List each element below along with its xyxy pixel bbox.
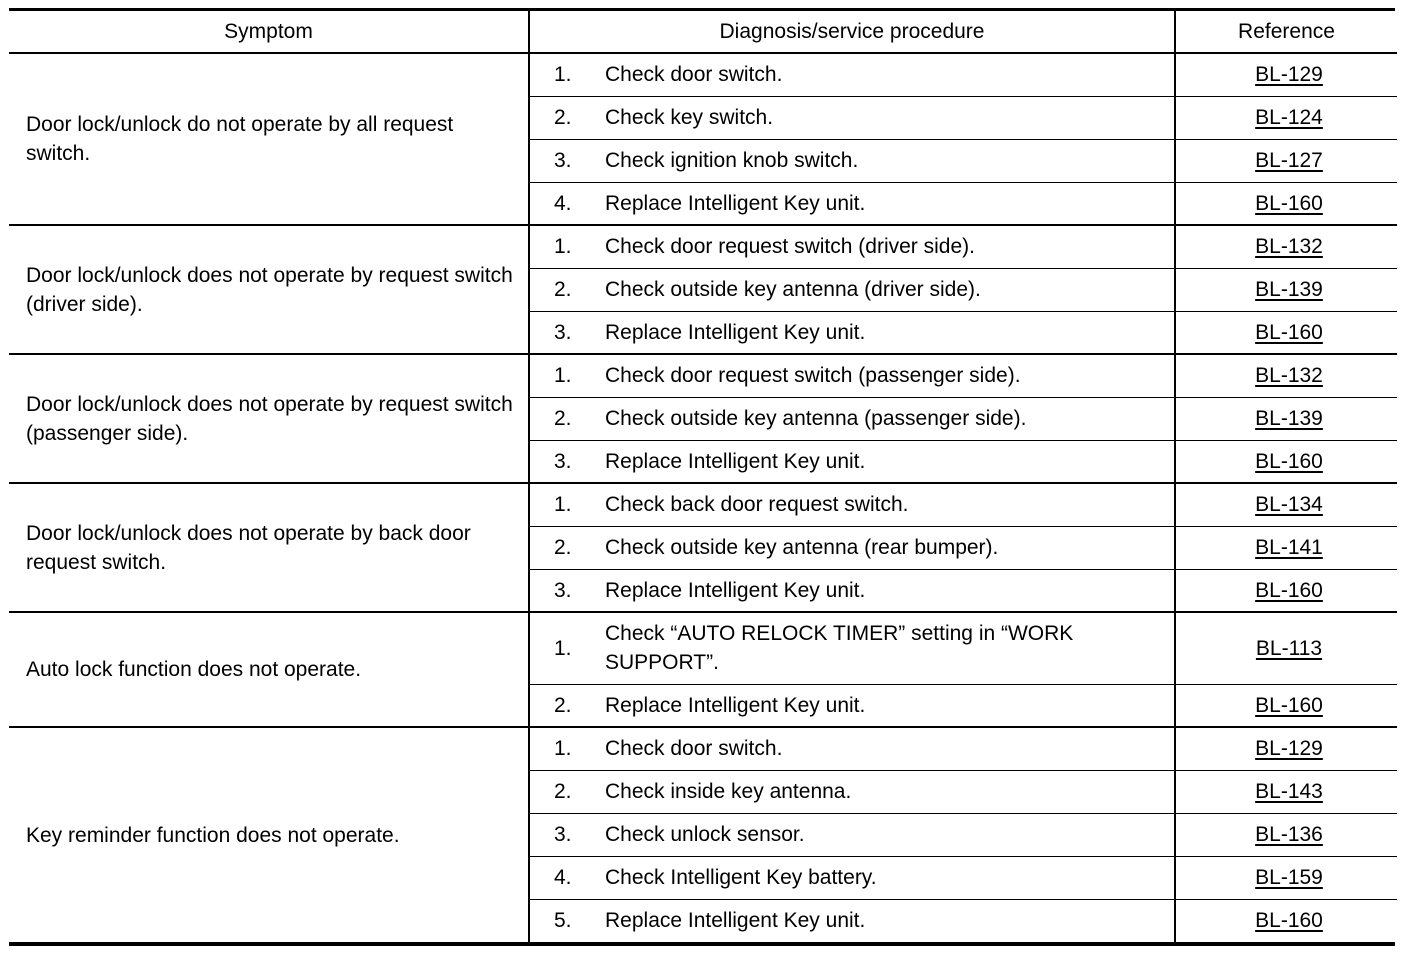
table-row xyxy=(9,727,1397,770)
reference-link[interactable]: BL-143 xyxy=(1255,780,1323,803)
step-number: 5. xyxy=(554,909,572,933)
step-text: Check door switch. xyxy=(605,63,783,87)
table-row xyxy=(9,53,1397,96)
bottom-rule xyxy=(9,942,1395,946)
reference-cell xyxy=(1175,354,1397,397)
reference-link[interactable]: BL-132 xyxy=(1255,235,1323,259)
reference-link[interactable]: BL-136 xyxy=(1255,823,1323,846)
header-reference: Reference xyxy=(1175,11,1397,53)
table-body xyxy=(9,53,1397,942)
procedure-step xyxy=(530,490,1174,519)
reference-cell xyxy=(1175,612,1397,684)
header-procedure: Diagnosis/service procedure xyxy=(529,11,1175,53)
reference-cell xyxy=(1175,526,1397,569)
procedure-cell xyxy=(529,139,1175,182)
procedure-cell xyxy=(529,53,1175,96)
table-row xyxy=(9,354,1397,397)
step-text: Check door request switch (driver side). xyxy=(605,235,975,259)
procedure-cell xyxy=(529,813,1175,856)
reference-cell xyxy=(1175,311,1397,354)
step-number: 2. xyxy=(554,536,572,559)
step-number: 1. xyxy=(554,493,572,517)
procedure-cell xyxy=(529,899,1175,942)
step-number: 2. xyxy=(554,407,572,430)
procedure-cell xyxy=(529,354,1175,397)
reference-link[interactable]: BL-160 xyxy=(1255,449,1323,473)
step-text: Replace Intelligent Key unit. xyxy=(605,909,866,933)
step-text: Check outside key antenna (driver side). xyxy=(605,278,981,301)
reference-cell xyxy=(1175,483,1397,526)
reference-cell xyxy=(1175,397,1397,440)
step-text: Replace Intelligent Key unit. xyxy=(605,449,866,473)
step-text: Check “AUTO RELOCK TIMER” setting in “WORK SUPPORT”. xyxy=(605,622,1074,675)
reference-link[interactable]: BL-160 xyxy=(1255,320,1323,344)
step-number: 3. xyxy=(554,823,572,846)
procedure-step xyxy=(530,404,1174,433)
table-row xyxy=(9,225,1397,268)
symptom-cell: Door lock/unlock does not operate by request switch (passenger side). xyxy=(9,354,529,483)
step-number: 1. xyxy=(554,364,572,388)
procedure-cell xyxy=(529,96,1175,139)
step-text: Check key switch. xyxy=(605,106,774,129)
reference-link[interactable]: BL-124 xyxy=(1255,106,1323,129)
reference-cell xyxy=(1175,225,1397,268)
symptom-cell: Door lock/unlock does not operate by back door request switch. xyxy=(9,483,529,612)
table-row xyxy=(9,483,1397,526)
reference-link[interactable]: BL-113 xyxy=(1255,636,1323,660)
reference-link[interactable]: BL-129 xyxy=(1255,737,1323,761)
diagnosis-grid xyxy=(9,11,1397,942)
step-text: Check inside key antenna. xyxy=(605,780,852,803)
step-number: 3. xyxy=(554,320,572,344)
reference-cell xyxy=(1175,569,1397,612)
step-number: 1. xyxy=(554,235,572,259)
procedure-step xyxy=(530,533,1174,562)
procedure-cell xyxy=(529,569,1175,612)
reference-link[interactable]: BL-127 xyxy=(1255,149,1323,172)
reference-link[interactable]: BL-132 xyxy=(1255,364,1323,388)
reference-link[interactable]: BL-129 xyxy=(1255,63,1323,87)
header-row xyxy=(9,11,1397,53)
step-number: 3. xyxy=(554,449,572,473)
step-text: Check ignition knob switch. xyxy=(605,149,859,172)
procedure-step xyxy=(530,777,1174,806)
procedure-step xyxy=(530,619,1174,677)
reference-cell xyxy=(1175,770,1397,813)
procedure-step xyxy=(530,734,1174,763)
reference-link[interactable]: BL-159 xyxy=(1255,866,1323,889)
step-text: Check outside key antenna (passenger side). xyxy=(605,407,1027,430)
reference-cell xyxy=(1175,813,1397,856)
reference-cell xyxy=(1175,684,1397,727)
step-text: Check door switch. xyxy=(605,737,783,761)
procedure-step xyxy=(530,447,1174,476)
reference-cell xyxy=(1175,268,1397,311)
procedure-step xyxy=(530,361,1174,390)
reference-cell xyxy=(1175,139,1397,182)
procedure-cell xyxy=(529,483,1175,526)
reference-cell xyxy=(1175,727,1397,770)
diagnosis-table xyxy=(9,8,1395,946)
reference-link[interactable]: BL-160 xyxy=(1255,693,1323,717)
step-number: 2. xyxy=(554,693,572,717)
step-number: 3. xyxy=(554,578,572,602)
reference-link[interactable]: BL-160 xyxy=(1255,191,1323,215)
step-number: 3. xyxy=(554,149,572,172)
procedure-cell xyxy=(529,225,1175,268)
step-text: Replace Intelligent Key unit. xyxy=(605,578,866,602)
reference-cell xyxy=(1175,182,1397,225)
step-text: Check door request switch (passenger side). xyxy=(605,364,1021,388)
reference-cell xyxy=(1175,899,1397,942)
symptom-cell: Door lock/unlock do not operate by all request switch. xyxy=(9,53,529,225)
reference-cell xyxy=(1175,440,1397,483)
step-number: 4. xyxy=(554,191,572,215)
symptom-cell: Door lock/unlock does not operate by request switch (driver side). xyxy=(9,225,529,354)
reference-link[interactable]: BL-160 xyxy=(1255,578,1323,602)
reference-cell xyxy=(1175,96,1397,139)
step-number: 2. xyxy=(554,278,572,301)
procedure-step xyxy=(530,103,1174,132)
step-text: Check back door request switch. xyxy=(605,493,909,517)
procedure-step xyxy=(530,232,1174,261)
reference-link[interactable]: BL-139 xyxy=(1255,407,1323,430)
reference-cell xyxy=(1175,53,1397,96)
procedure-step xyxy=(530,275,1174,304)
step-text: Replace Intelligent Key unit. xyxy=(605,320,866,344)
step-text: Check Intelligent Key battery. xyxy=(605,866,877,889)
reference-cell xyxy=(1175,856,1397,899)
reference-link[interactable]: BL-134 xyxy=(1255,493,1323,517)
step-number: 1. xyxy=(554,636,572,660)
reference-link[interactable]: BL-160 xyxy=(1255,909,1323,933)
procedure-cell xyxy=(529,440,1175,483)
symptom-cell: Key reminder function does not operate. xyxy=(9,727,529,942)
procedure-cell xyxy=(529,526,1175,569)
header-symptom: Symptom xyxy=(9,11,529,53)
procedure-step xyxy=(530,146,1174,175)
table-row xyxy=(9,612,1397,684)
step-text: Check outside key antenna (rear bumper). xyxy=(605,536,999,559)
reference-link[interactable]: BL-139 xyxy=(1255,278,1323,301)
procedure-step xyxy=(530,60,1174,89)
procedure-step xyxy=(530,318,1174,347)
procedure-cell xyxy=(529,684,1175,727)
step-number: 2. xyxy=(554,780,572,803)
reference-link[interactable]: BL-141 xyxy=(1255,536,1323,559)
step-number: 1. xyxy=(554,63,572,87)
procedure-step xyxy=(530,863,1174,892)
step-text: Replace Intelligent Key unit. xyxy=(605,693,866,717)
step-number: 1. xyxy=(554,737,572,761)
procedure-cell xyxy=(529,397,1175,440)
procedure-cell xyxy=(529,770,1175,813)
procedure-cell xyxy=(529,268,1175,311)
procedure-step xyxy=(530,906,1174,935)
step-number: 4. xyxy=(554,866,572,889)
step-text: Check unlock sensor. xyxy=(605,823,805,846)
step-number: 2. xyxy=(554,106,572,129)
procedure-cell xyxy=(529,727,1175,770)
step-text: Replace Intelligent Key unit. xyxy=(605,191,866,215)
procedure-step xyxy=(530,576,1174,605)
procedure-step xyxy=(530,820,1174,849)
procedure-cell xyxy=(529,612,1175,684)
procedure-step xyxy=(530,691,1174,720)
procedure-step xyxy=(530,189,1174,218)
procedure-cell xyxy=(529,311,1175,354)
procedure-cell xyxy=(529,856,1175,899)
procedure-cell xyxy=(529,182,1175,225)
symptom-cell: Auto lock function does not operate. xyxy=(9,612,529,727)
